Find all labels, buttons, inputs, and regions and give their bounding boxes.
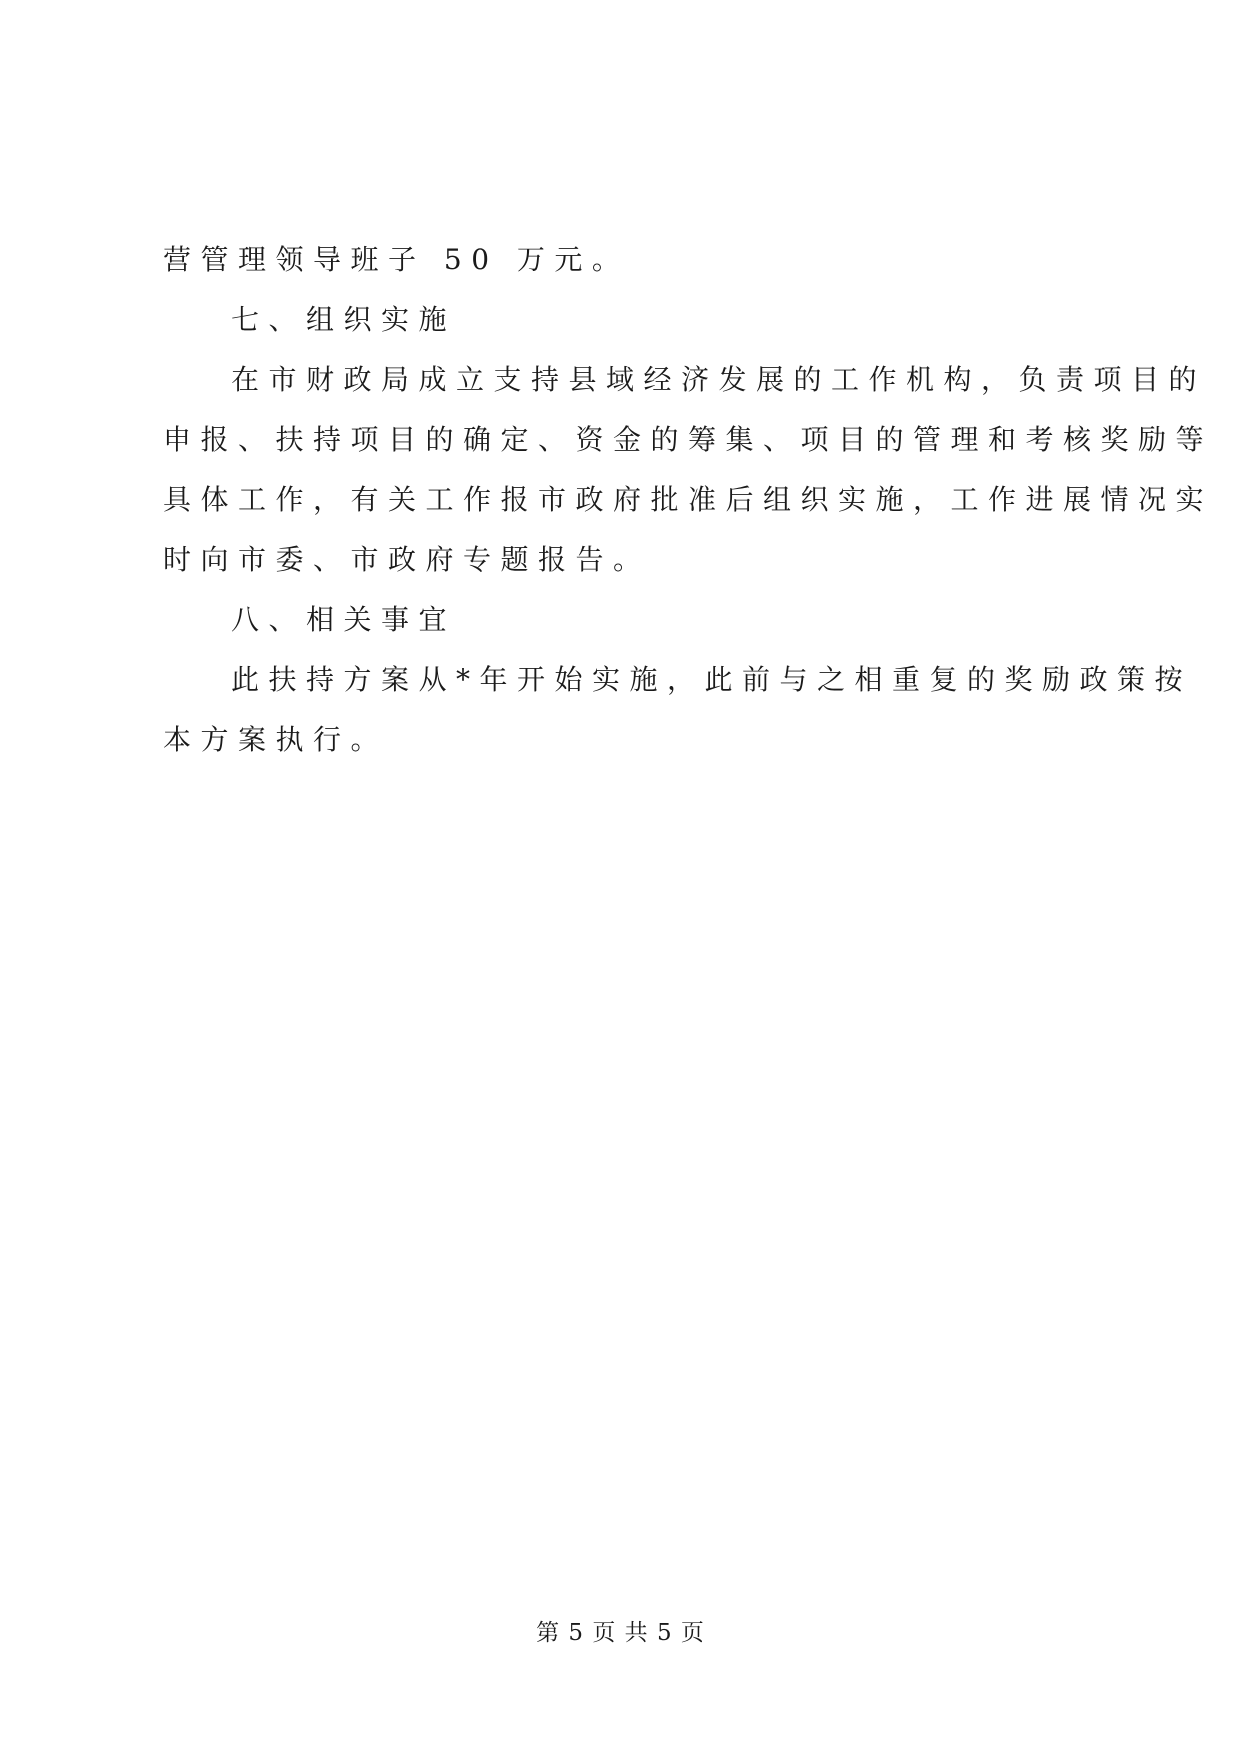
paragraph-line: 时向市委、市政府专题报告。 — [163, 543, 651, 576]
paragraph-line: 具体工作，有关工作报市政府批准后组织实施，工作进展情况实 — [163, 483, 1214, 516]
paragraph-line: 此扶持方案从*年开始实施，此前与之相重复的奖励政策按 — [231, 663, 1193, 696]
section-heading-eight: 八、相关事宜 — [231, 603, 457, 636]
paragraph-line: 在市财政局成立支持县域经济发展的工作机构，负责项目的 — [231, 363, 1207, 396]
paragraph-line: 本方案执行。 — [163, 723, 389, 756]
page-number-footer: 第 5 页 共 5 页 — [536, 1620, 705, 1646]
paragraph-continuation-line: 营管理领导班子 50 万元。 — [163, 243, 630, 276]
section-heading-seven: 七、组织实施 — [231, 303, 457, 336]
paragraph-line: 申报、扶持项目的确定、资金的筹集、项目的管理和考核奖励等 — [163, 423, 1214, 456]
document-body — [163, 230, 1214, 770]
